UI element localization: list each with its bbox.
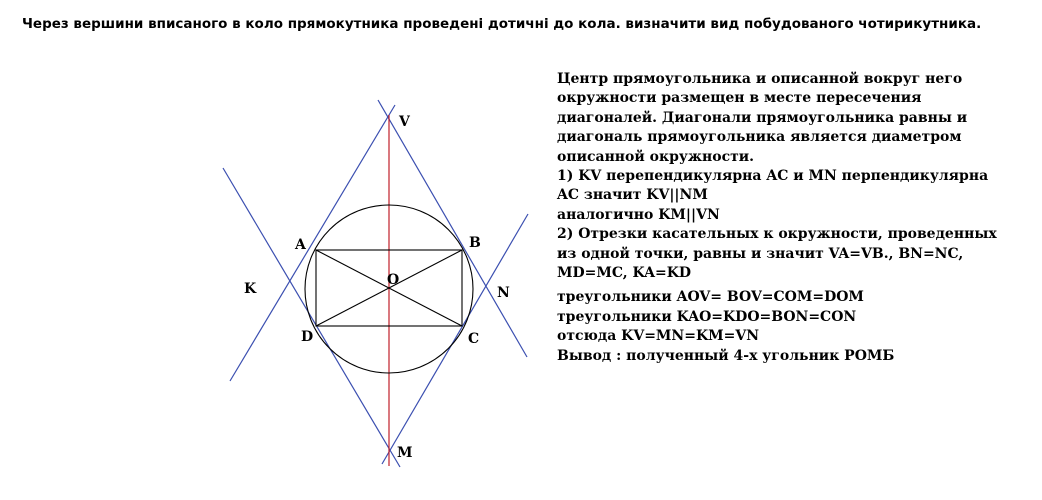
- point-labels: [244, 114, 510, 461]
- solution-intro: [557, 70, 1027, 167]
- tangent-line-b: [378, 100, 527, 357]
- tangent-line-a: [223, 168, 400, 467]
- label-d: D: [301, 329, 314, 345]
- solution-line: окружности размещен в месте пересечения: [557, 90, 922, 107]
- solution-text: [557, 70, 1027, 366]
- solution-line: диагоналей. Диагонали прямоугольника равны и: [557, 109, 968, 126]
- solution-step-2: [557, 225, 1027, 283]
- solution-line: описанной окружности.: [557, 148, 755, 165]
- solution-line: Центр прямоугольника и описанной вокруг него: [557, 71, 963, 87]
- solution-line: диагональ прямоугольника является диаметром: [557, 129, 962, 146]
- solution-line: из одной точки, равны и значит VA=VB., BN=NC,: [557, 245, 964, 262]
- solution-line: 1) KV перепендикулярна AC и MN перпендикулярна: [557, 168, 989, 185]
- solution-line: отсюда KV=MN=KM=VN: [557, 328, 760, 345]
- solution-line: треугольники AOV= BOV=COM=DOM: [557, 289, 864, 306]
- solution-conclusion: [557, 288, 1027, 366]
- label-n: N: [497, 285, 510, 301]
- solution-line: треугольники KAO=KDO=BON=CON: [557, 308, 857, 325]
- label-k: K: [244, 281, 257, 297]
- solution-line: 2) Отрезки касательных к окружности, проведенных: [557, 226, 997, 243]
- solution-line: Вывод : полученный 4-х угольник РОМБ: [557, 347, 895, 364]
- label-m: M: [397, 445, 413, 461]
- label-o: O: [387, 272, 400, 288]
- solution-line: AC значит KV||NM: [557, 187, 708, 204]
- label-a: A: [295, 237, 306, 253]
- label-b: B: [469, 235, 481, 251]
- tangent-line-d: [382, 214, 528, 464]
- problem-statement: Через вершини вписаного в коло прямокутника проведені дотичні до кола. визначити вид побудованого чотирикутника.: [22, 16, 982, 32]
- label-c: C: [468, 331, 480, 347]
- solution-step-1: [557, 167, 1027, 225]
- label-v: V: [399, 114, 410, 130]
- tangent-lines: [223, 100, 528, 467]
- solution-line: аналогично KM||VN: [557, 206, 720, 223]
- solution-line: MD=MC, KA=KD: [557, 265, 692, 282]
